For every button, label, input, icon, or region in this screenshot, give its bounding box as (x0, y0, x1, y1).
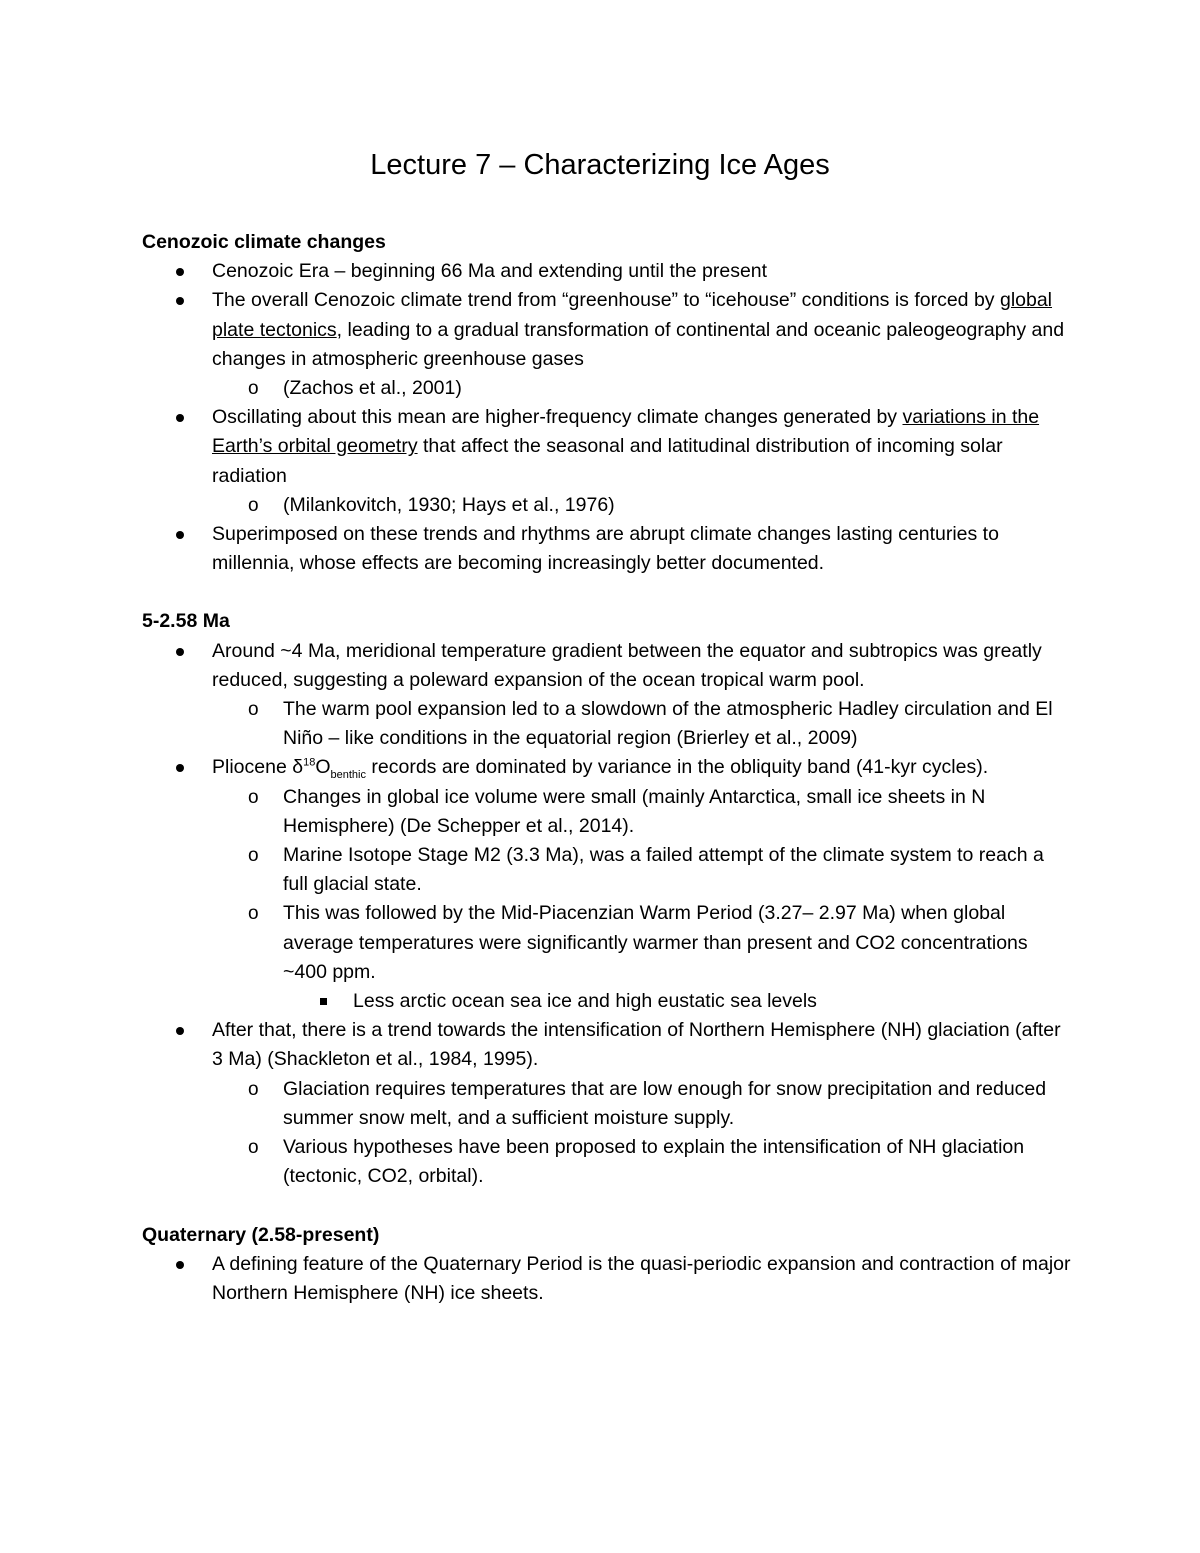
list-item (142, 1075, 1072, 1133)
list-item-text: Changes in global ice volume were small (mainly Antarctica, small ice sheets in N Hemisphere) (De Schepper et al., 2014). (283, 785, 986, 837)
list-item-text: O (315, 756, 331, 779)
bullet-dot-icon (176, 764, 184, 772)
list-item-text: that affect the seasonal and latitudinal distribution of incoming solar radiation (212, 435, 1003, 487)
list-item (142, 753, 1072, 782)
list-item-text: Glaciation requires temperatures that are low enough for snow precipitation and reduced summer snow melt, and a sufficient moisture supply. (283, 1077, 1047, 1129)
bullet-dot-icon (176, 1261, 184, 1269)
list-item (142, 1016, 1072, 1074)
list-item (142, 987, 1072, 1016)
list-item-text: This was followed by the Mid-Piacenzian Warm Period (3.27– 2.97 Ma) when global average temperatures were significantly warmer than present and CO2 concentrations ~400 ppm. (283, 902, 1028, 983)
list-item-text: Various hypotheses have been proposed to explain the intensification of NH glaciation (tectonic, CO2, orbital). (283, 1136, 1025, 1188)
list-item-text: , leading to a gradual transformation of continental and oceanic paleogeography and changes in atmospheric greenhouse gases (212, 318, 1065, 370)
document-body (142, 228, 1072, 1308)
list-item (142, 257, 1072, 286)
list-item (142, 841, 1072, 899)
section-heading-quaternary: Quaternary (2.58-present) (142, 1223, 380, 1246)
list-item-text: Around ~4 Ma, meridional temperature gradient between the equator and subtropics was greatly reduced, suggesting a poleward expansion of the ocean tropical warm pool. (212, 639, 1042, 691)
list-item-text: (Zachos et al., 2001) (283, 377, 462, 400)
list-item (142, 403, 1072, 491)
list-item (142, 520, 1072, 578)
list-item-text: Less arctic ocean sea ice and high eustatic sea levels (353, 990, 817, 1013)
list-item-text: (Milankovitch, 1930; Hays et al., 1976) (283, 493, 615, 516)
circle-bullet-icon: o (248, 1137, 259, 1159)
circle-bullet-icon: o (248, 494, 259, 516)
list-item (142, 1133, 1072, 1191)
bullet-dot-icon (176, 268, 184, 276)
superscript: 18 (303, 756, 316, 769)
list-item-text: A defining feature of the Quaternary Period is the quasi-periodic expansion and contraction of major Northern Hemisphere (NH) ice sheets. (212, 1252, 1071, 1304)
page-title: Lecture 7 – Characterizing Ice Ages (370, 149, 830, 181)
bullet-list (142, 637, 1072, 1192)
list-item (142, 783, 1072, 841)
circle-bullet-icon: o (248, 699, 259, 721)
list-item (142, 374, 1072, 403)
list-item (142, 695, 1072, 753)
list-item (142, 1250, 1072, 1308)
bullet-dot-icon (176, 1027, 184, 1035)
bullet-dot-icon (176, 297, 184, 305)
circle-bullet-icon: o (248, 786, 259, 808)
list-item-text: The warm pool expansion led to a slowdown of the atmospheric Hadley circulation and El Niño – like conditions in the equatorial region (Brierley et al., 2009) (283, 698, 1053, 750)
bullet-list (142, 257, 1072, 578)
circle-bullet-icon: o (248, 903, 259, 925)
bullet-dot-icon (176, 531, 184, 539)
bullet-dot-icon (176, 414, 184, 422)
list-item (142, 286, 1072, 374)
bullet-dot-icon (176, 648, 184, 656)
circle-bullet-icon: o (248, 378, 259, 400)
underlined-term: variations in the Earth’s orbital geometry (212, 406, 1040, 458)
list-item-text: Cenozoic Era – beginning 66 Ma and extending until the present (212, 260, 768, 283)
list-item-text: records are dominated by variance in the obliquity band (41-kyr cycles). (365, 756, 989, 779)
list-item-text: The overall Cenozoic climate trend from “greenhouse” to “icehouse” conditions is forced by (212, 289, 1000, 312)
list-item (142, 637, 1072, 695)
list-item (142, 899, 1072, 987)
section-heading-cenozoic: Cenozoic climate changes (142, 231, 386, 253)
section-heading-5-2-58-ma: 5-2.58 Ma (142, 610, 230, 633)
subscript: benthic (330, 769, 366, 782)
list-item-text: Oscillating about this mean are higher-frequency climate changes generated by (212, 406, 903, 429)
list-item (142, 491, 1072, 520)
list-item-text: Superimposed on these trends and rhythms are abrupt climate changes lasting centuries to millennia, whose effects are becoming increasingly better documented. (212, 523, 999, 575)
circle-bullet-icon: o (248, 1078, 259, 1100)
list-item-text: Marine Isotope Stage M2 (3.3 Ma), was a failed attempt of the climate system to reach a full glacial state. (283, 844, 1044, 896)
list-item-text: Pliocene δ (212, 756, 304, 779)
bullet-list (142, 1250, 1072, 1308)
list-item-text: After that, there is a trend towards the intensification of Northern Hemisphere (NH) glaciation (after 3 Ma) (Shackleton et al., 1984, 1995). (212, 1019, 1061, 1071)
square-bullet-icon (320, 998, 327, 1005)
circle-bullet-icon: o (248, 845, 259, 867)
underlined-term: global plate tectonics (212, 289, 1053, 341)
